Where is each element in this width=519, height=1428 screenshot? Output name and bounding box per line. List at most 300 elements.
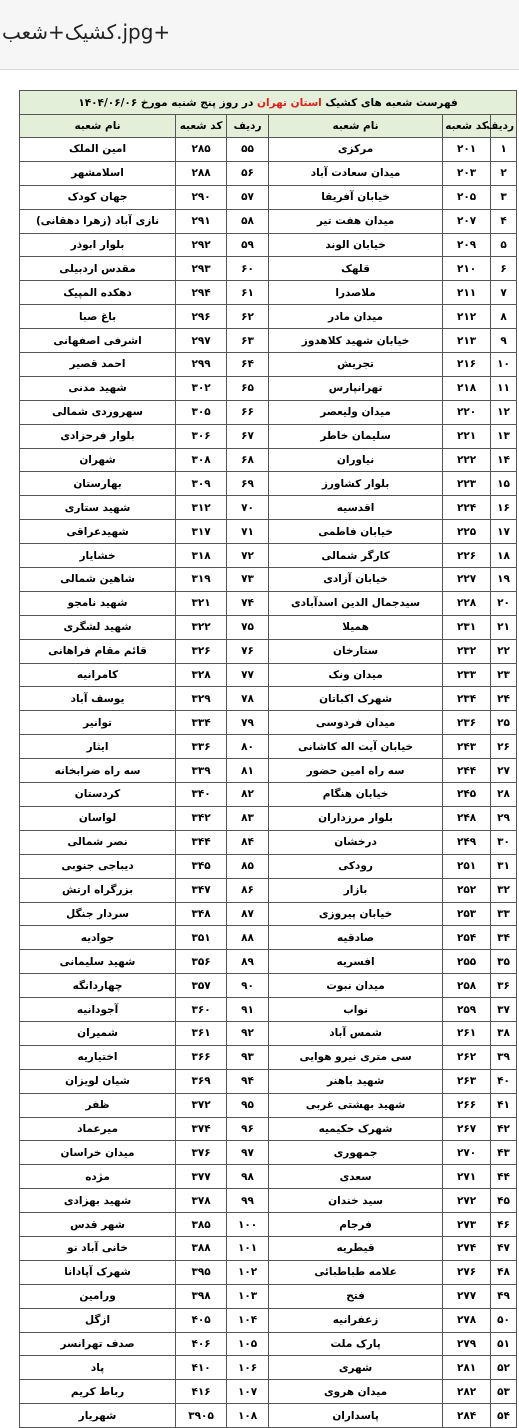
table-row (20, 233, 517, 257)
row-number: ۲۰ (491, 591, 517, 615)
row-number: ۳۸ (491, 1021, 517, 1045)
row-number: ۸۸ (227, 926, 269, 950)
branch-name: اختیاریه (20, 1045, 176, 1069)
branch-code: ۲۶۲ (443, 1045, 491, 1069)
row-number: ۴۴ (491, 1165, 517, 1189)
row-number: ۶۱ (227, 281, 269, 305)
row-number: ۱۸ (491, 544, 517, 568)
row-number: ۵۱ (491, 1332, 517, 1356)
row-number: ۵۰ (491, 1308, 517, 1332)
branch-code: ۲۷۴ (443, 1236, 491, 1260)
branch-code: ۲۳۴ (443, 687, 491, 711)
branch-name: جمهوری (269, 1141, 443, 1165)
branch-code: ۳۴۴ (176, 830, 227, 854)
row-number: ۱۰۴ (227, 1308, 269, 1332)
branch-code: ۳۹۵ (176, 1260, 227, 1284)
branch-code: ۳۱۲ (176, 496, 227, 520)
row-number: ۷۵ (227, 615, 269, 639)
branch-name: جهان کودک (20, 185, 176, 209)
row-number: ۸۲ (227, 783, 269, 807)
branch-code: ۲۵۲ (443, 878, 491, 902)
branch-code: ۲۲۷ (443, 568, 491, 592)
branch-name: ملاصدرا (269, 281, 443, 305)
header-row-number-2: ردیف (227, 115, 269, 138)
branch-name: خانی آباد نو (20, 1236, 176, 1260)
branch-name: شهید باهنر (269, 1069, 443, 1093)
branch-name: قیطریه (269, 1236, 443, 1260)
table-row (20, 400, 517, 424)
row-number: ۷۳ (227, 568, 269, 592)
row-number: ۴۶ (491, 1213, 517, 1237)
branch-code: ۳۳۴ (176, 711, 227, 735)
branch-name: سیدجمال الدین اسدآبادی (269, 591, 443, 615)
branch-code: ۲۲۴ (443, 496, 491, 520)
branch-code: ۲۰۱ (443, 138, 491, 162)
branch-name: میدان هروی (269, 1380, 443, 1404)
table-row (20, 281, 517, 305)
branch-name: بلوار کشاورز (269, 472, 443, 496)
table-row (20, 806, 517, 830)
branch-name: شهید سلیمانی (20, 950, 176, 974)
row-number: ۹۶ (227, 1117, 269, 1141)
row-number: ۱ (491, 138, 517, 162)
branch-name: مرکزی (269, 138, 443, 162)
branch-name: خیابان آفریقا (269, 185, 443, 209)
branch-code: ۲۸۵ (176, 138, 227, 162)
branch-code: ۲۶۷ (443, 1117, 491, 1141)
header-branch-name-2: نام شعبه (20, 115, 176, 138)
table-row (20, 615, 517, 639)
branch-code: ۲۹۷ (176, 329, 227, 353)
row-number: ۸۴ (227, 830, 269, 854)
row-number: ۲۲ (491, 639, 517, 663)
row-number: ۱۰۲ (227, 1260, 269, 1284)
row-number: ۸۰ (227, 735, 269, 759)
branch-name: خشایار (20, 544, 176, 568)
row-number: ۵۷ (227, 185, 269, 209)
header-branch-name: نام شعبه (269, 115, 443, 138)
branch-name: شهید بهزادی (20, 1189, 176, 1213)
branch-code: ۳۴۷ (176, 878, 227, 902)
table-row (20, 663, 517, 687)
row-number: ۱۰۳ (227, 1284, 269, 1308)
row-number: ۳ (491, 185, 517, 209)
branch-name: قائم مقام فراهانی (20, 639, 176, 663)
branch-code: ۲۶۱ (443, 1021, 491, 1045)
table-row (20, 376, 517, 400)
table-row (20, 353, 517, 377)
row-number: ۷۶ (227, 639, 269, 663)
table-row (20, 209, 517, 233)
branch-code: ۳۲۹ (176, 687, 227, 711)
table-row (20, 974, 517, 998)
row-number: ۲ (491, 161, 517, 185)
table-row (20, 783, 517, 807)
row-number: ۳۶ (491, 974, 517, 998)
row-number: ۵۴ (491, 1404, 517, 1428)
branch-code: ۳۷۲ (176, 1093, 227, 1117)
row-number: ۶۴ (227, 353, 269, 377)
branch-code: ۲۳۳ (443, 663, 491, 687)
branch-name: تهرانپارس (269, 376, 443, 400)
branch-code: ۴۰۵ (176, 1308, 227, 1332)
branch-name: صادقیه (269, 926, 443, 950)
row-number: ۸۵ (227, 854, 269, 878)
branch-name: پارک ملت (269, 1332, 443, 1356)
row-number: ۵۸ (227, 209, 269, 233)
branch-code: ۲۷۶ (443, 1260, 491, 1284)
table-row (20, 735, 517, 759)
branch-name: شهرک اکباتان (269, 687, 443, 711)
duty-branches-table-container (19, 90, 516, 1428)
branch-code: ۲۵۳ (443, 902, 491, 926)
row-number: ۱۷ (491, 520, 517, 544)
branch-code: ۲۶۶ (443, 1093, 491, 1117)
row-number: ۴۷ (491, 1236, 517, 1260)
branch-name: نواب (269, 998, 443, 1022)
branch-name: کامرانیه (20, 663, 176, 687)
branch-name: بهارستان (20, 472, 176, 496)
branch-code: ۲۲۱ (443, 424, 491, 448)
table-row (20, 1069, 517, 1093)
branch-name: میدان سعادت آباد (269, 161, 443, 185)
table-row (20, 1332, 517, 1356)
table-row (20, 759, 517, 783)
row-number: ۷ (491, 281, 517, 305)
branch-code: ۲۲۵ (443, 520, 491, 544)
row-number: ۶۲ (227, 305, 269, 329)
branch-code: ۲۱۶ (443, 353, 491, 377)
branch-code: ۳۰۸ (176, 448, 227, 472)
branch-code: ۲۷۱ (443, 1165, 491, 1189)
row-number: ۱۴ (491, 448, 517, 472)
table-row (20, 1045, 517, 1069)
branch-code: ۴۱۶ (176, 1380, 227, 1404)
branch-name: اقدسیه (269, 496, 443, 520)
row-number: ۹۳ (227, 1045, 269, 1069)
table-row (20, 1260, 517, 1284)
table-header-row (20, 115, 517, 138)
row-number: ۲۵ (491, 711, 517, 735)
branch-name: پاد (20, 1356, 176, 1380)
branch-name: اشرفی اصفهانی (20, 329, 176, 353)
branch-code: ۳۷۴ (176, 1117, 227, 1141)
branch-name: بلوار ابوذر (20, 233, 176, 257)
row-number: ۶۰ (227, 257, 269, 281)
branch-code: ۲۴۴ (443, 759, 491, 783)
row-number: ۴۸ (491, 1260, 517, 1284)
table-row (20, 902, 517, 926)
branch-code: ۲۸۱ (443, 1356, 491, 1380)
branch-code: ۲۱۰ (443, 257, 491, 281)
row-number: ۵۳ (491, 1380, 517, 1404)
row-number: ۹۸ (227, 1165, 269, 1189)
branch-name: شهری (269, 1356, 443, 1380)
row-number: ۷۹ (227, 711, 269, 735)
branch-code: ۳۸۵ (176, 1213, 227, 1237)
row-number: ۷۲ (227, 544, 269, 568)
row-number: ۲۷ (491, 759, 517, 783)
table-row (20, 1021, 517, 1045)
branch-name: شاهین شمالی (20, 568, 176, 592)
branch-code: ۲۴۳ (443, 735, 491, 759)
branch-name: پاسداران (269, 1404, 443, 1428)
branch-code: ۲۹۱ (176, 209, 227, 233)
header-branch-code: کد شعبه (443, 115, 491, 138)
row-number: ۲۸ (491, 783, 517, 807)
row-number: ۵ (491, 233, 517, 257)
table-row (20, 830, 517, 854)
branch-name: کارگر شمالی (269, 544, 443, 568)
branch-code: ۲۹۰ (176, 185, 227, 209)
row-number: ۶ (491, 257, 517, 281)
row-number: ۱۶ (491, 496, 517, 520)
row-number: ۱۰۱ (227, 1236, 269, 1260)
branch-code: ۲۳۱ (443, 615, 491, 639)
row-number: ۹۱ (227, 998, 269, 1022)
row-number: ۱۰۸ (227, 1404, 269, 1428)
row-number: ۷۷ (227, 663, 269, 687)
branch-name: سردار جنگل (20, 902, 176, 926)
row-number: ۸۱ (227, 759, 269, 783)
row-number: ۸۹ (227, 950, 269, 974)
branch-name: یوسف آباد (20, 687, 176, 711)
branch-name: رباط کریم (20, 1380, 176, 1404)
row-number: ۳۲ (491, 878, 517, 902)
branch-name: خیابان شهید کلاهدوز (269, 329, 443, 353)
branch-code: ۳۳۹ (176, 759, 227, 783)
row-number: ۳۵ (491, 950, 517, 974)
branch-code: ۳۵۷ (176, 974, 227, 998)
branch-code: ۲۰۹ (443, 233, 491, 257)
branch-name: بازار (269, 878, 443, 902)
branch-code: ۲۹۲ (176, 233, 227, 257)
row-number: ۹۷ (227, 1141, 269, 1165)
branch-code: ۲۷۸ (443, 1308, 491, 1332)
branch-code: ۲۴۵ (443, 783, 491, 807)
branch-name: قلهک (269, 257, 443, 281)
table-row (20, 138, 517, 162)
branch-name: دهکده المپیک (20, 281, 176, 305)
branch-name: فتح (269, 1284, 443, 1308)
table-row (20, 1189, 517, 1213)
row-number: ۱۵ (491, 472, 517, 496)
row-number: ۴۱ (491, 1093, 517, 1117)
branch-code: ۲۵۵ (443, 950, 491, 974)
branch-code: ۲۲۸ (443, 591, 491, 615)
row-number: ۲۱ (491, 615, 517, 639)
branch-name: ستارخان (269, 639, 443, 663)
branch-name: رودکی (269, 854, 443, 878)
branch-code: ۳۸۸ (176, 1236, 227, 1260)
title-part2: در روز پنج شنبه مورخ ۱۴۰۴/۰۶/۰۶ (78, 96, 254, 109)
table-row (20, 687, 517, 711)
row-number: ۱۰۷ (227, 1380, 269, 1404)
branch-code: ۳۰۶ (176, 424, 227, 448)
row-number: ۶۵ (227, 376, 269, 400)
row-number: ۶۳ (227, 329, 269, 353)
row-number: ۸ (491, 305, 517, 329)
table-title (20, 91, 517, 115)
row-number: ۷۰ (227, 496, 269, 520)
row-number: ۵۵ (227, 138, 269, 162)
branch-name: کردستان (20, 783, 176, 807)
branch-name: مقدس اردبیلی (20, 257, 176, 281)
branch-code: ۳۵۶ (176, 950, 227, 974)
branch-name: بلوار فرحزادی (20, 424, 176, 448)
branch-name: درخشان (269, 830, 443, 854)
row-number: ۱۹ (491, 568, 517, 592)
branch-code: ۲۹۹ (176, 353, 227, 377)
branch-code: ۳۰۲ (176, 376, 227, 400)
branch-code: ۲۸۴ (443, 1404, 491, 1428)
branch-code: ۲۹۳ (176, 257, 227, 281)
branch-code: ۲۸۲ (443, 1380, 491, 1404)
branch-code: ۳۵۱ (176, 926, 227, 950)
branch-code: ۴۰۶ (176, 1332, 227, 1356)
table-row (20, 1141, 517, 1165)
table-row (20, 950, 517, 974)
branch-name: همیلا (269, 615, 443, 639)
row-number: ۴۹ (491, 1284, 517, 1308)
branch-code: ۳۳۶ (176, 735, 227, 759)
branch-code: ۲۵۸ (443, 974, 491, 998)
branch-code: ۲۷۲ (443, 1189, 491, 1213)
table-row (20, 544, 517, 568)
table-row (20, 448, 517, 472)
table-row (20, 257, 517, 281)
table-row (20, 1284, 517, 1308)
branch-code: ۲۹۶ (176, 305, 227, 329)
branch-code: ۳۱۹ (176, 568, 227, 592)
branch-name: خیابان الوند (269, 233, 443, 257)
branch-name: شهید لشگری (20, 615, 176, 639)
branch-name: شهرک حکیمیه (269, 1117, 443, 1141)
table-row (20, 496, 517, 520)
table-row (20, 1165, 517, 1189)
branch-code: ۲۴۸ (443, 806, 491, 830)
table-row (20, 1356, 517, 1380)
branch-name: میدان هفت تیر (269, 209, 443, 233)
row-number: ۶۷ (227, 424, 269, 448)
branch-name: باغ صبا (20, 305, 176, 329)
branch-code: ۲۸۸ (176, 161, 227, 185)
branch-code: ۳۹۸ (176, 1284, 227, 1308)
branch-name: زعفرانیه (269, 1308, 443, 1332)
branch-code: ۳۱۷ (176, 520, 227, 544)
table-row (20, 1236, 517, 1260)
table-row (20, 185, 517, 209)
branch-name: شهید نامجو (20, 591, 176, 615)
table-row (20, 424, 517, 448)
row-number: ۵۲ (491, 1356, 517, 1380)
branch-code: ۳۲۸ (176, 663, 227, 687)
branch-name: شهید مدنی (20, 376, 176, 400)
row-number: ۱۳ (491, 424, 517, 448)
branch-name: شهید بهشتی غربی (269, 1093, 443, 1117)
branch-code: ۳۷۷ (176, 1165, 227, 1189)
branch-code: ۳۶۹ (176, 1069, 227, 1093)
table-row (20, 1093, 517, 1117)
table-title-row (20, 91, 517, 115)
branch-name: تجریش (269, 353, 443, 377)
branch-name: خیابان آیت اله کاشانی (269, 735, 443, 759)
branch-code: ۲۲۲ (443, 448, 491, 472)
branch-name: سید خندان (269, 1189, 443, 1213)
branch-code: ۳۷۸ (176, 1189, 227, 1213)
branch-code: ۳۶۰ (176, 998, 227, 1022)
row-number: ۳۱ (491, 854, 517, 878)
row-number: ۵۹ (227, 233, 269, 257)
row-number: ۲۶ (491, 735, 517, 759)
row-number: ۱۰۰ (227, 1213, 269, 1237)
branch-name: سه راه ضرابخانه (20, 759, 176, 783)
branch-name: نصر شمالی (20, 830, 176, 854)
branch-code: ۲۲۳ (443, 472, 491, 496)
row-number: ۸۶ (227, 878, 269, 902)
row-number: ۲۹ (491, 806, 517, 830)
row-number: ۶۹ (227, 472, 269, 496)
branch-name: شهرک آپادانا (20, 1260, 176, 1284)
branch-name: نازی آباد (زهرا دهقانی) (20, 209, 176, 233)
branch-name: میدان خراسان (20, 1141, 176, 1165)
table-row (20, 854, 517, 878)
file-title-bar (0, 0, 519, 70)
row-number: ۱۰۵ (227, 1332, 269, 1356)
branch-code: ۲۹۴ (176, 281, 227, 305)
branch-name: سه راه امین حضور (269, 759, 443, 783)
row-number: ۹۰ (227, 974, 269, 998)
branch-name: خیابان هنگام (269, 783, 443, 807)
branch-name: شهیدعراقی (20, 520, 176, 544)
branch-name: شهران (20, 448, 176, 472)
table-row (20, 568, 517, 592)
branch-name: بلوار مرزداران (269, 806, 443, 830)
branch-name: لواسان (20, 806, 176, 830)
row-number: ۲۳ (491, 663, 517, 687)
branch-code: ۲۲۶ (443, 544, 491, 568)
branch-code: ۲۰۷ (443, 209, 491, 233)
row-number: ۳۷ (491, 998, 517, 1022)
row-number: ۹۴ (227, 1069, 269, 1093)
branch-name: ایثار (20, 735, 176, 759)
branch-code: ۳۲۱ (176, 591, 227, 615)
branch-code: ۳۹۰۵ (176, 1404, 227, 1428)
branch-code: ۳۴۸ (176, 902, 227, 926)
branch-name: امین الملک (20, 138, 176, 162)
row-number: ۶۸ (227, 448, 269, 472)
row-number: ۴۲ (491, 1117, 517, 1141)
row-number: ۹۵ (227, 1093, 269, 1117)
branch-name: دیباجی جنوبی (20, 854, 176, 878)
branch-name: مژده (20, 1165, 176, 1189)
table-row (20, 878, 517, 902)
branch-name: سهروردی شمالی (20, 400, 176, 424)
branch-code: ۳۴۲ (176, 806, 227, 830)
branch-name: شهید ستاری (20, 496, 176, 520)
branch-code: ۲۵۹ (443, 998, 491, 1022)
row-number: ۹۹ (227, 1189, 269, 1213)
branch-code: ۲۷۷ (443, 1284, 491, 1308)
row-number: ۱۰ (491, 353, 517, 377)
branch-name: میدان نبوت (269, 974, 443, 998)
branch-name: میرعماد (20, 1117, 176, 1141)
branch-name: خیابان فاطمی (269, 520, 443, 544)
branch-code: ۲۱۲ (443, 305, 491, 329)
branch-code: ۲۰۵ (443, 185, 491, 209)
branch-name: افسریه (269, 950, 443, 974)
table-row (20, 1213, 517, 1237)
